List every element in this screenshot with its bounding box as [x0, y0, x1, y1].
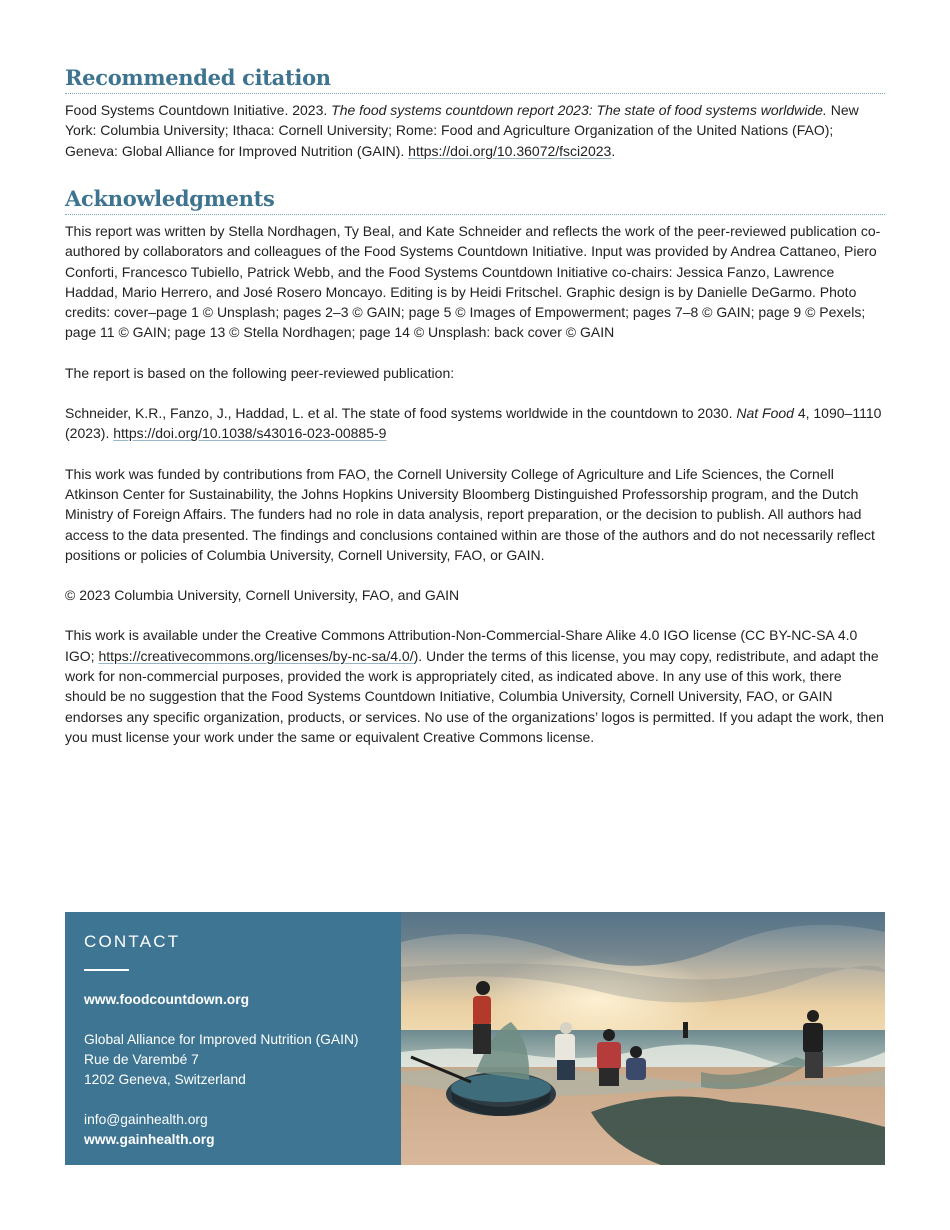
contact-box — [65, 912, 401, 1165]
acknowledgments-based-on-paragraph: The report is based on the following peer-reviewed publication: — [65, 364, 455, 381]
citation-heading: Recommended citation — [65, 65, 885, 94]
contact-city: 1202 Geneva, Switzerland — [84, 1071, 246, 1087]
citation-section — [65, 65, 885, 161]
license-text-start: This work is available under the Creative Commons Attribution-Non-Commercial-Share Alike 4.0 IGO license (CC BY-NC-SA 4.0 IGO; — [65, 627, 858, 664]
fishermen-on-beach-photo — [401, 912, 885, 1165]
acknowledgments-authors-paragraph: This report was written by Stella Nordhagen, Ty Beal, and Kate Schneider and reflects the work of the peer-reviewed publication co-authored by collaborators and colleagues of the Food Systems Countdown Initiative. Input was provided by Andrea Cattaneo, Piero Conforti, Francesco Tubiello, Patrick Webb, and the Food Systems Countdown Initiative co-chairs: Jessica Fanzo, Lawrence Haddad, Mario Herrero, and José Rosero Moncayo. Editing is by Heidi Fritschel. Graphic design is by Danielle DeGarmo. Photo credits: cover–page 1 © Unsplash; pages 2–3 © GAIN; page 5 © Images of Empowerment; pages 7–8 © GAIN; page 9 © Pexels; page 11 © GAIN; page 13 © Stella Nordhagen; page 14 © Unsplash: back cover © GAIN — [65, 223, 881, 341]
contact-email-link[interactable]: info@gainhealth.org — [84, 1111, 208, 1127]
contact-gain-website-link[interactable]: www.gainhealth.org — [84, 1131, 215, 1147]
reference-authors: Schneider, K.R., Fanzo, J., Haddad, L. et al. The state of food systems worldwide in the countdown to 2030. — [65, 405, 737, 422]
reference-doi-link[interactable]: https://doi.org/10.1038/s43016-023-00885-9 — [113, 425, 387, 442]
citation-title: The food systems countdown report 2023: The state of food systems worldwide. — [331, 102, 827, 118]
contact-divider — [84, 969, 129, 971]
contact-street: Rue de Varembé 7 — [84, 1051, 199, 1067]
contact-website-link[interactable]: www.foodcountdown.org — [84, 991, 250, 1007]
citation-text — [65, 100, 885, 161]
acknowledgments-funding-paragraph: This work was funded by contributions from FAO, the Cornell University College of Agriculture and Life Sciences, the Cornell Atkinson Center for Sustainability, the Johns Hopkins University Bloomberg Distinguished Professorship program, and the Dutch Ministry of Foreign Affairs. The funders had no role in data analysis, report preparation, or the decision to publish. All authors had access to the data presented. The findings and conclusions contained within are those of the authors and do not necessarily reflect positions or policies of Columbia University, Cornell University, FAO, or GAIN. — [65, 465, 875, 563]
acknowledgments-heading: Acknowledgments — [65, 186, 885, 215]
reference-journal: Nat Food — [736, 405, 794, 422]
citation-authors: Food Systems Countdown Initiative. 2023. — [65, 102, 332, 118]
citation-period: . — [611, 142, 616, 159]
acknowledgments-section — [65, 186, 885, 747]
citation-doi-link[interactable]: https://doi.org/10.36072/fsci2023 — [408, 142, 612, 159]
copyright-paragraph: © 2023 Columbia University, Cornell University, FAO, and GAIN — [65, 587, 460, 604]
acknowledgments-reference-paragraph — [65, 403, 885, 444]
contact-title: CONTACT — [84, 932, 181, 951]
license-paragraph — [65, 625, 885, 747]
contact-org-name: Global Alliance for Improved Nutrition (GAIN) — [84, 1031, 359, 1047]
citation-publishers: New York: Columbia University; Ithaca: Cornell University; Rome: Food and Agriculture Organization of the United Nations (FAO); Geneva: Global Alliance for Improved Nutrition (GAIN). — [65, 102, 859, 159]
license-text-end: ). Under the terms of this license, you may copy, redistribute, and adapt the work for non-commercial purposes, provided the work is appropriately cited, as indicated above. In any use of this work, there should be no suggestion that the Food Systems Countdown Initiative, Columbia University, Cornell University, FAO, or GAIN endorses any specific organization, products, or services. No use of the organizations’ logos is permitted. If you adapt the work, then you must license your work under the same or equivalent Creative Commons license. — [65, 647, 884, 745]
reference-volume: 4, 1090–1110 (2023). — [65, 405, 882, 442]
license-link[interactable]: https://creativecommons.org/licenses/by-nc-sa/4.0/ — [98, 647, 414, 664]
